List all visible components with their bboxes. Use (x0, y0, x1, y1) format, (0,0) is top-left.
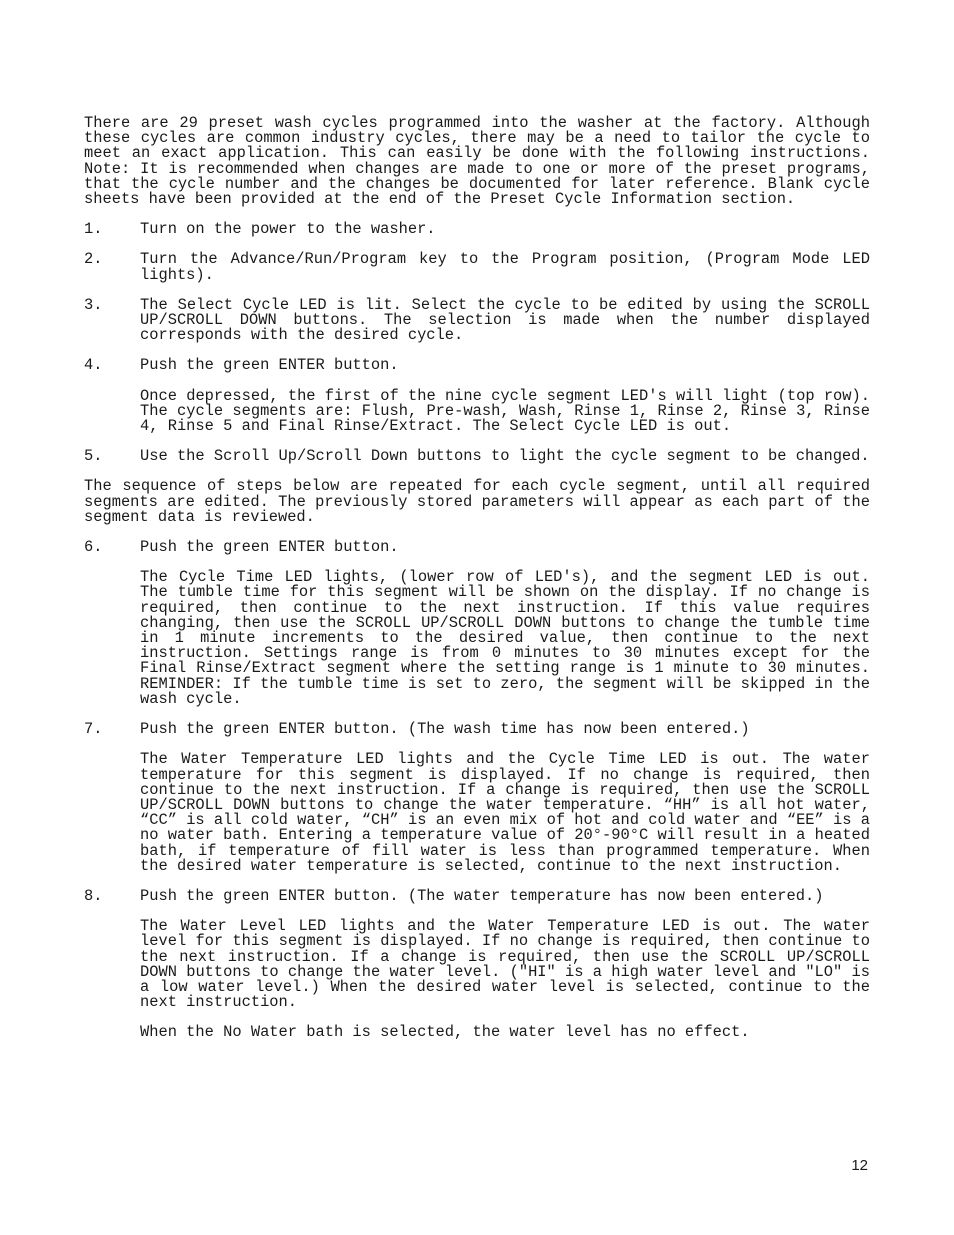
step-text: Use the Scroll Up/Scroll Down buttons to light the cycle segment to be changed. (140, 447, 870, 466)
step-number: 2. (84, 250, 103, 269)
step-text: Push the green ENTER button. (140, 356, 399, 375)
step-6-detail: The Cycle Time LED lights, (lower row of LED's), and the segment LED is out. The tumble time for this segment will be shown on the display. If no change is required, then continue to the next instruction. If this value requires changing, then use the SCROLL UP/SCROLL DOWN buttons to change the tumble time in 1 minute increments to the desired value, then continue to the next instruction. Settings range is from 0 minutes to 30 minutes except for the Final Rinse/Extract segment where the setting range is 1 minute to 30 minutes. REMINDER: If the tumble time is set to zero, the segment will be skipped in the wash cycle. (140, 568, 870, 708)
document-body (84, 116, 870, 1056)
step-7 (84, 722, 870, 737)
step-text: Turn on the power to the washer. (140, 220, 436, 239)
step-text: Push the green ENTER button. (140, 538, 399, 557)
step-number: 6. (84, 538, 103, 557)
step-8 (84, 886, 870, 905)
step-text: Turn the Advance/Run/Program key to the Program position, (Program Mode LED lights). (140, 250, 870, 284)
step-text: The Select Cycle LED is lit. Select the cycle to be edited by using the SCROLL UP/SCROLL DOWN buttons. The selection is made when the number displayed corresponds with the desired cycle. (140, 295, 870, 345)
step-number: 4. (84, 356, 103, 375)
step-6 (84, 540, 870, 555)
step-number: 3. (84, 295, 103, 314)
step-3 (84, 295, 870, 345)
step-7-detail: The Water Temperature LED lights and the Cycle Time LED is out. The water temperature for this segment is displayed. If no change is required, then continue to the next instruction. If a change is required, then use the SCROLL UP/SCROLL DOWN buttons to change the water temperature. “HH” is all hot water, “CC” is all cold water, “CH” is an even mix of hot and cold water and “EE” is a no water bath. Entering a temperature value of 20°-90°C will result in a heated bath, if temperature of fill water is less than programmed temperature. When the desired water temperature is selected, continue to the next instruction. (140, 750, 870, 875)
step-8-detail: The Water Level LED lights and the Water Temperature LED is out. The water level for this segment is displayed. If no change is required, then continue to the next instruction. If a change is required, then use the SCROLL UP/SCROLL DOWN buttons to change the water level. ("HI" is a high water level and "LO" is a low water level.) When the desired water level is selected, continue to the next instruction. (140, 917, 870, 1012)
step-4-detail: Once depressed, the first of the nine cycle segment LED's will light (top row). The cycle segments are: Flush, Pre-wash, Wash, Rinse 1, Rinse 2, Rinse 3, Rinse 4, Rinse 5 and Final Rinse/Extract. The Select Cycle LED is out. (140, 386, 870, 436)
step-2 (84, 252, 870, 282)
step-8-note: When the No Water bath is selected, the water level has no effect. (140, 1023, 750, 1042)
step-1 (84, 222, 870, 237)
step-number: 1. (84, 220, 103, 239)
step-text: Push the green ENTER button. (The water temperature has now been entered.) (140, 886, 824, 905)
step-5 (84, 449, 870, 464)
step-number: 5. (84, 447, 103, 466)
step-number: 8. (84, 886, 103, 905)
page-number: 12 (851, 1157, 868, 1174)
step-text: Push the green ENTER button. (The wash time has now been entered.) (140, 720, 750, 739)
step-number: 7. (84, 720, 103, 739)
intro-paragraph: There are 29 preset wash cycles programmed into the washer at the factory. Although these cycles are common industry cycles, there may be a need to tailor the cycle to meet an exact application. This can easily be done with the following instructions. Note: It is recommended when changes are made to one or more of the preset programs, that the cycle number and the changes be documented for later reference. Blank cycle sheets have been provided at the end of the Preset Cycle Information section. (84, 114, 870, 209)
sequence-note: The sequence of steps below are repeated for each cycle segment, until all required segments are edited. The previously stored parameters will appear as each part of the segment data is reviewed. (84, 477, 870, 526)
step-4 (84, 358, 870, 373)
